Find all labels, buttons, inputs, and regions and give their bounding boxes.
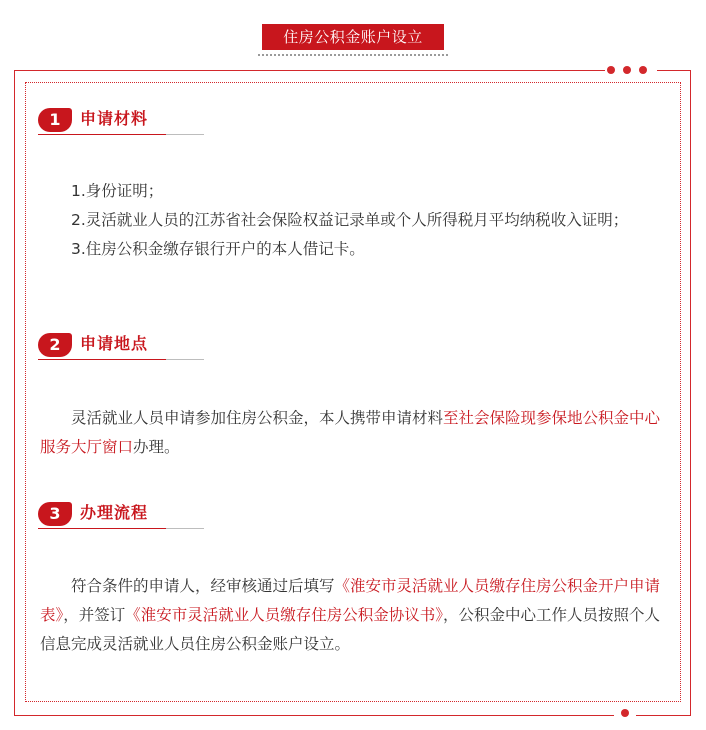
decorative-dots bbox=[605, 63, 657, 77]
paragraph bbox=[40, 572, 668, 659]
page-title: 住房公积金账户设立 bbox=[262, 24, 444, 50]
section-3-body bbox=[40, 572, 668, 659]
paragraph bbox=[40, 404, 668, 462]
dot-icon bbox=[621, 709, 629, 717]
section-underline bbox=[38, 359, 166, 360]
section-1-body bbox=[40, 177, 668, 264]
list-item: 2.灵活就业人员的江苏省社会保险权益记录单或个人所得税月平均纳税收入证明； bbox=[71, 211, 629, 229]
title-underline bbox=[258, 54, 448, 56]
highlight-text: 《淮安市灵活就业人员缴存住房公积金协议书》 bbox=[125, 606, 444, 624]
section-number: 2 bbox=[38, 333, 72, 357]
section-number: 3 bbox=[38, 502, 72, 526]
list-item: 3.住房公积金缴存银行开户的本人借记卡。 bbox=[71, 240, 365, 258]
highlight-text: 《淮安市灵活就业人员缴存住房公积金开户申请表》 bbox=[40, 577, 661, 624]
section-underline-gray bbox=[166, 359, 204, 360]
paragraph-text: 灵活就业人员申请参加住房公积金，本人携带申请材料 bbox=[71, 409, 444, 427]
section-2-body bbox=[40, 404, 668, 462]
section-underline-gray bbox=[166, 528, 204, 529]
dot-icon bbox=[639, 66, 647, 74]
highlight-text: 至社会保险现参保地公积金中心服务大厅窗口 bbox=[40, 409, 661, 456]
paragraph-text: 符合条件的申请人，经审核通过后填写 bbox=[71, 577, 335, 595]
section-title: 申请材料 bbox=[80, 109, 149, 128]
section-underline bbox=[38, 528, 166, 529]
section-underline-gray bbox=[166, 134, 204, 135]
section-number: 1 bbox=[38, 108, 72, 132]
section-underline bbox=[38, 134, 166, 135]
section-title: 申请地点 bbox=[80, 334, 149, 353]
paragraph-text: ，公积金中心工作人员按照个人信息完成灵活就业人员住房公积金账户设立。 bbox=[40, 606, 661, 653]
list-item: 1.身份证明； bbox=[71, 182, 164, 200]
dot-icon bbox=[607, 66, 615, 74]
paragraph-text: 办理。 bbox=[133, 438, 180, 456]
section-title: 办理流程 bbox=[80, 503, 149, 522]
paragraph-text: ，并签订 bbox=[63, 606, 126, 624]
dot-icon bbox=[623, 66, 631, 74]
